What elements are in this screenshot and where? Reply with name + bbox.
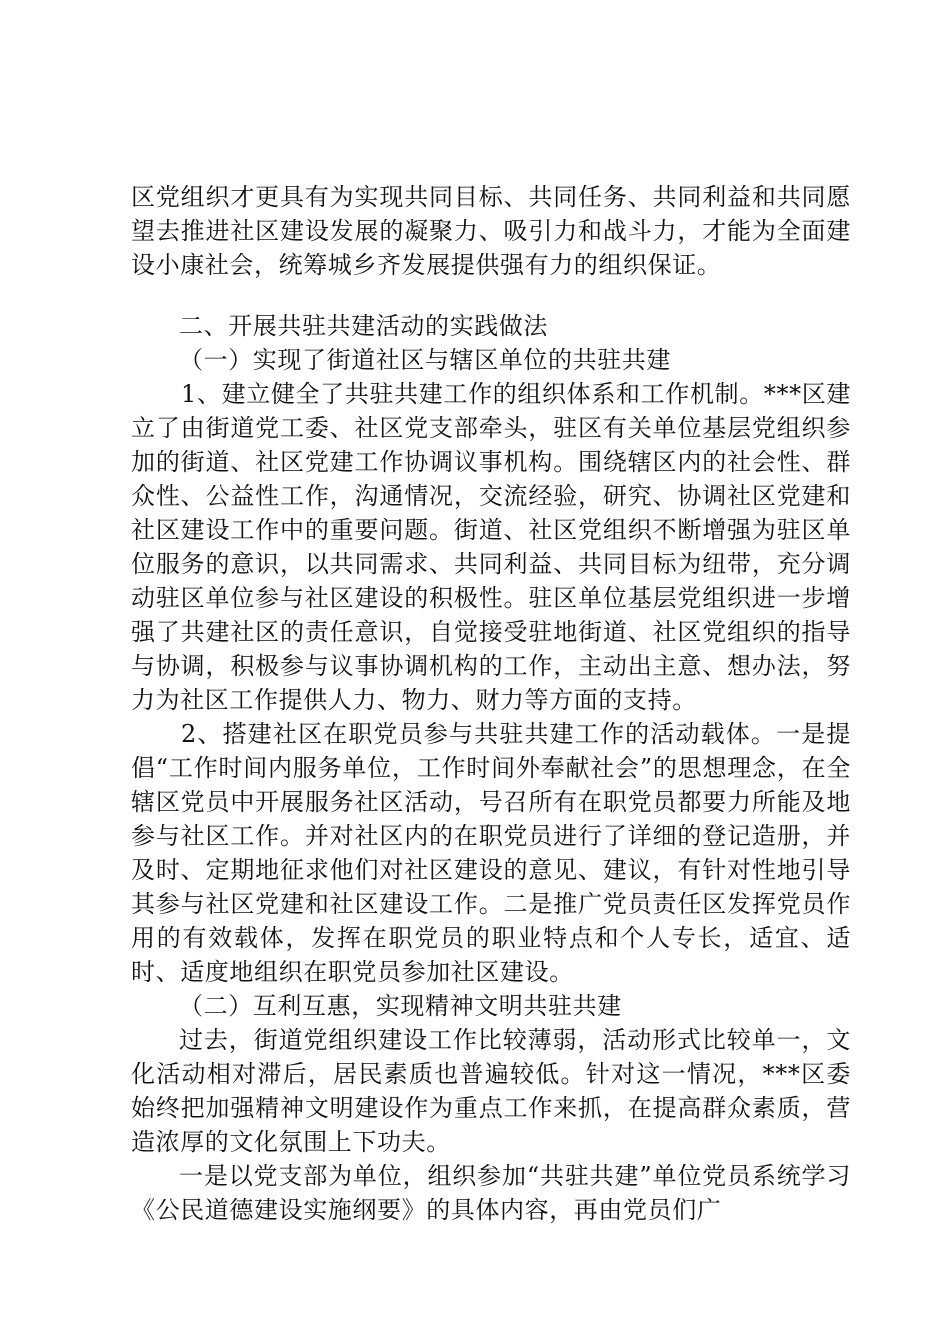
paragraph-past-situation: 过去，街道党组织建设工作比较薄弱，活动形式比较单一，文化活动相对滞后，居民素质也普遍较低。针对这一情况，***区委始终把加强精神文明建设作为重点工作来抓，在提高群众素质，营造浓厚的文化氛围上下功夫。 — [131, 1026, 851, 1156]
subsection-heading-1: （一）实现了街道社区与辖区单位的共驻共建 — [179, 346, 671, 374]
paragraph-item-2: 2、搭建社区在职党员参与共驻共建工作的活动载体。一是提倡“工作时间内服务单位，工作时间外奉献社会”的思想理念，在全辖区党员中开展服务社区活动，号召所有在职党员都要力所能及地参与社区工作。并对社区内的在职党员进行了详细的登记造册，并及时、定期地征求他们对社区建设的意见、建议，有针对性地引导其参与社区党建和社区建设工作。二是推广党员责任区发挥党员作用的有效载体，发挥在职党员的职业特点和个人专长，适宜、适时、适度地组织在职党员参加社区建设。 — [131, 720, 851, 986]
subsection-heading-2: （二）互利互惠，实现精神文明共驻共建 — [179, 992, 622, 1020]
body-text — [131, 180, 851, 1227]
paragraph-measure-1: 一是以党支部为单位，组织参加“共驻共建”单位党员系统学习《公民道德建设实施纲要》的具体内容，再由党员们广 — [131, 1162, 851, 1224]
paragraph-gap — [131, 282, 851, 309]
paragraph-item-1: 1、建立健全了共驻共建工作的组织体系和工作机制。***区建立了由街道党工委、社区党支部牵头，驻区有关单位基层党组织参加的街道、社区党建工作协调议事机构。围绕辖区内的社会性、群众性、公益性工作，沟通情况，交流经验，研究、协调社区党建和社区建设工作中的重要问题。街道、社区党组织不断增强为驻区单位服务的意识，以共同需求、共同利益、共同目标为纽带，充分调动驻区单位参与社区建设的积极性。驻区单位基层党组织进一步增强了共建社区的责任意识，自觉接受驻地街道、社区党组织的指导与协调，积极参与议事协调机构的工作，主动出主意、想办法，努力为社区工作提供人力、物力、财力等方面的支持。 — [131, 380, 851, 714]
section-heading-2: 二、开展共驻共建活动的实践做法 — [179, 312, 548, 340]
paragraph-continued: 区党组织才更具有为实现共同目标、共同任务、共同利益和共同愿望去推进社区建设发展的凝聚力、吸引力和战斗力，才能为全面建设小康社会，统筹城乡齐发展提供强有力的组织保证。 — [131, 183, 851, 279]
